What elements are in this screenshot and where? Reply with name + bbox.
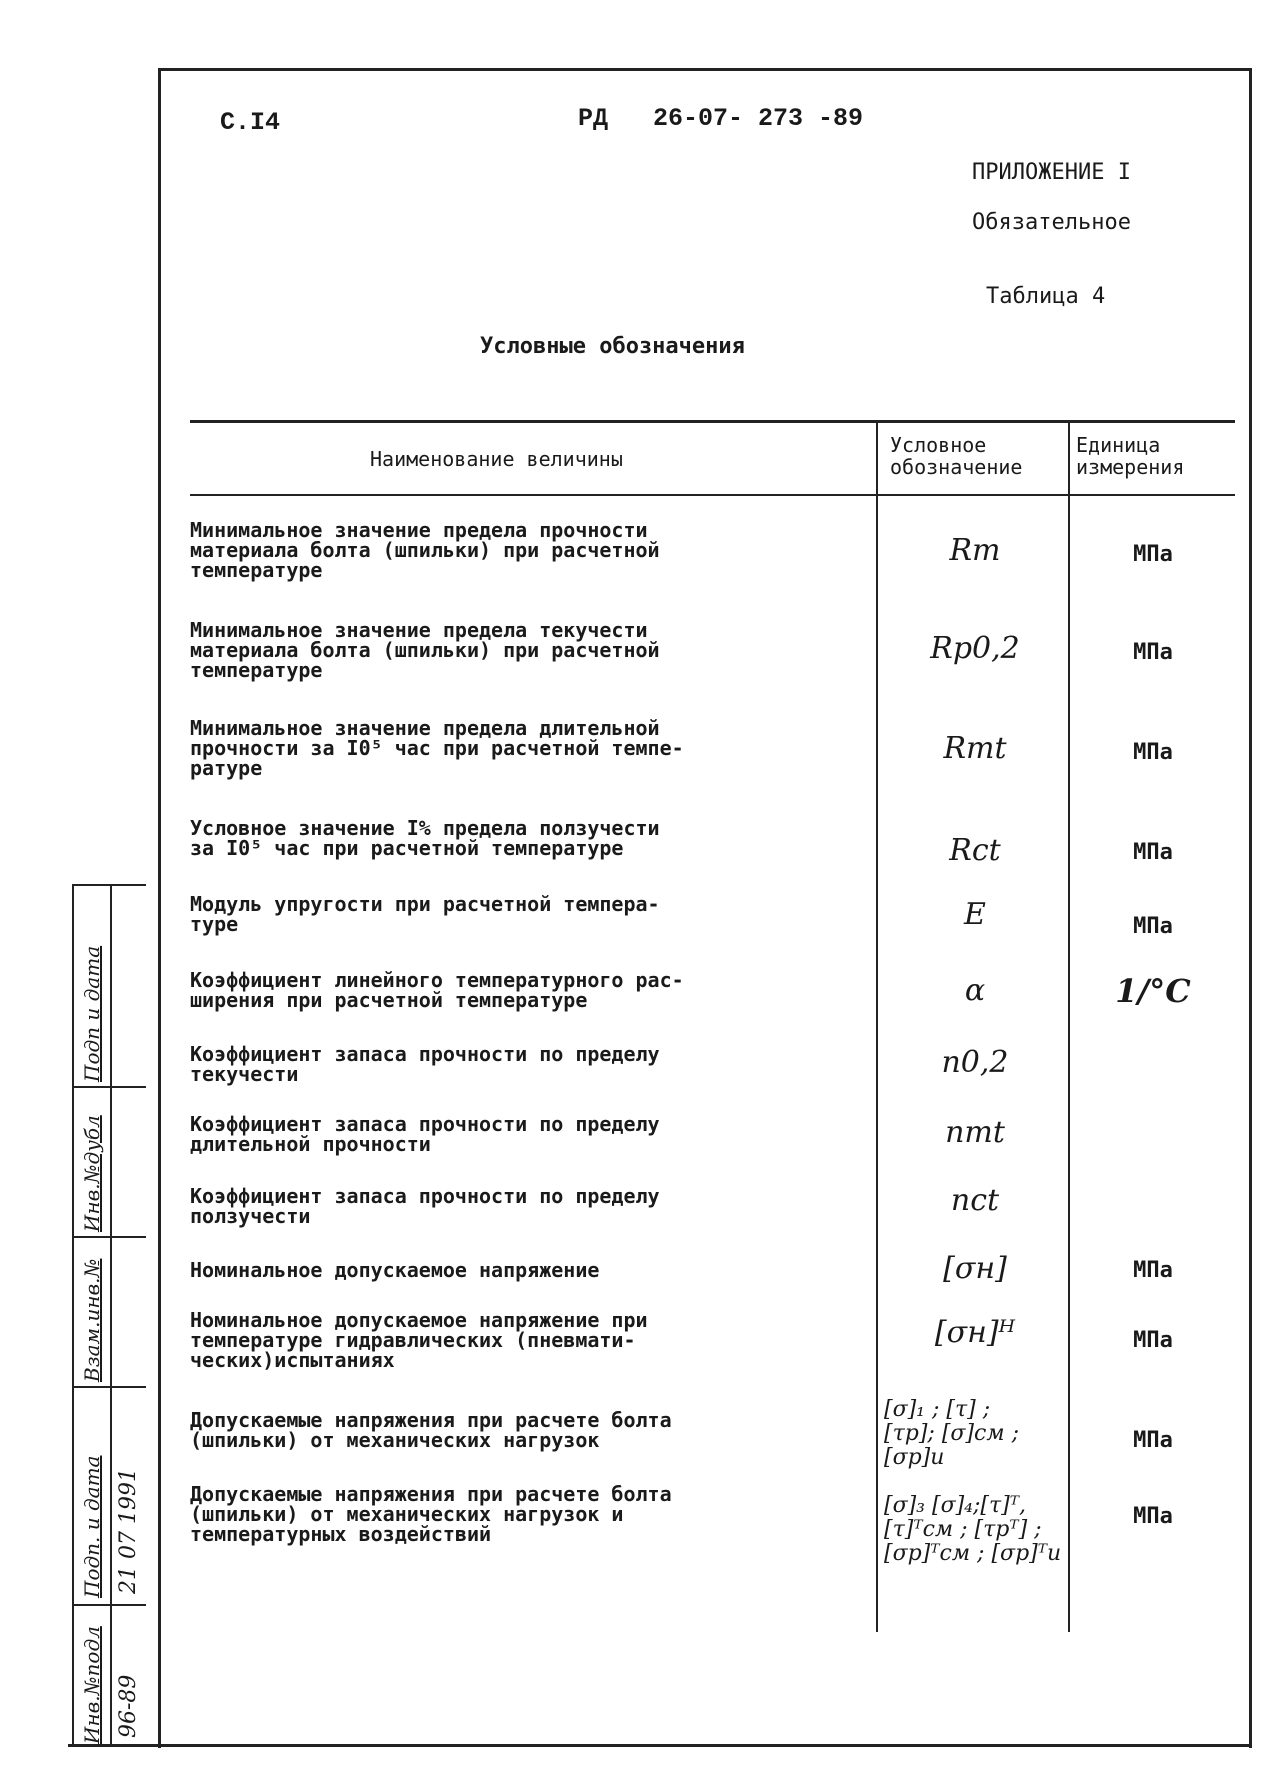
row-symbol-11: [σ]₁ ; [τ] ; [τp]; [σ]см ; [σp]и <box>884 1397 1019 1470</box>
row-name-5: Коэффициент линейного температурного рас- ширения при расчетной температуре <box>190 968 684 1012</box>
appendix-status: Обязательное <box>972 210 1131 235</box>
row-symbol-9: [σн] <box>943 1251 1007 1286</box>
row-symbol-5: α <box>964 973 986 1008</box>
header-symbol: Условное обозначение <box>890 433 1023 479</box>
row-name-4: Модуль упругости при расчетной темпера- туре <box>190 892 660 936</box>
page-number: С.I4 <box>220 108 281 137</box>
row-name-2: Минимальное значение предела длительной прочности за I0⁵ час при расчетной темпе- ратуре <box>190 716 684 780</box>
header-name: Наименование величины <box>370 447 623 471</box>
row-name-8: Коэффициент запаса прочности по пределу ползучести <box>190 1184 660 1228</box>
row-unit-3: МПа <box>1133 840 1173 865</box>
row-symbol-12: [σ]₃ [σ]₄;[τ]ᵀ, [τ]ᵀсм ; [τpᵀ] ; [σp]ᵀсм ; [σp]ᵀи <box>884 1493 1062 1566</box>
row-symbol-6: n0,2 <box>941 1045 1009 1080</box>
row-name-1: Минимальное значение предела текучести материала болта (шпильки) при расчетной температуре <box>190 618 660 682</box>
page-frame-bottom <box>68 1744 1252 1747</box>
row-name-12: Допускаемые напряжения при расчете болта (шпильки) от механических нагрузок и температурных воздействий <box>190 1482 672 1546</box>
appendix-label: ПРИЛОЖЕНИЕ I <box>972 160 1131 185</box>
registration-stamp <box>72 884 146 1746</box>
row-name-6: Коэффициент запаса прочности по пределу текучести <box>190 1042 660 1086</box>
table-column-divider-1 <box>876 420 878 1632</box>
row-unit-4: МПа <box>1133 914 1173 939</box>
row-unit-0: МПа <box>1133 542 1173 567</box>
row-symbol-8: nct <box>950 1183 1000 1218</box>
row-symbol-3: Rct <box>949 833 1001 868</box>
row-name-7: Коэффициент запаса прочности по пределу длительной прочности <box>190 1112 660 1156</box>
row-name-11: Допускаемые напряжения при расчете болта (шпильки) от механических нагрузок <box>190 1408 672 1452</box>
table-header-rule <box>190 494 1235 496</box>
stamp-signature-date: 21 07 1991 <box>116 1468 141 1594</box>
stamp-row-divider <box>74 1086 146 1088</box>
row-name-9: Номинальное допускаемое напряжение <box>190 1258 600 1282</box>
header-unit: Единица измерения <box>1076 433 1185 479</box>
row-unit-9: МПа <box>1133 1258 1173 1283</box>
row-unit-2: МПа <box>1133 740 1173 765</box>
row-unit-5: 1/°C <box>1115 972 1191 1010</box>
stamp-label-sign-date-2: Подп. и дата <box>80 1455 104 1598</box>
document-title: Условные обозначения <box>480 334 745 359</box>
document-code: РД 26-07- 273 -89 <box>578 104 864 133</box>
row-unit-1: МПа <box>1133 640 1173 665</box>
stamp-inventory-number: 96-89 <box>116 1674 141 1738</box>
row-symbol-4: E <box>964 897 986 932</box>
row-unit-12: МПа <box>1133 1504 1173 1529</box>
stamp-label-dup-inv: Инв.№дубл <box>80 1115 104 1232</box>
row-symbol-0: Rm <box>949 533 1001 568</box>
row-symbol-10: [σн]ᴴ <box>934 1315 1016 1350</box>
stamp-label-orig-inv: Инв.№подл <box>80 1626 104 1744</box>
row-symbol-7: nmt <box>945 1115 1005 1150</box>
row-unit-11: МПа <box>1133 1428 1173 1453</box>
stamp-label-sign-date-1: Подп и дата <box>80 945 104 1082</box>
stamp-column-divider <box>110 886 112 1744</box>
row-name-3: Условное значение I% предела ползучести за I0⁵ час при расчетной температуре <box>190 816 660 860</box>
row-unit-10: МПа <box>1133 1328 1173 1353</box>
stamp-row-divider <box>74 1236 146 1238</box>
row-name-10: Номинальное допускаемое напряжение при температуре гидравлических (пневмати- ческих)испытаниях <box>190 1308 648 1372</box>
row-symbol-2: Rmt <box>943 731 1007 766</box>
stamp-row-divider <box>74 1386 146 1388</box>
stamp-row-divider <box>74 1604 146 1606</box>
table-top-rule <box>190 420 1235 423</box>
row-symbol-1: Rp0,2 <box>930 631 1020 666</box>
row-name-0: Минимальное значение предела прочности материала болта (шпильки) при расчетной температуре <box>190 518 660 582</box>
stamp-label-repl-inv: Взам.инв.№ <box>80 1258 104 1382</box>
table-label: Таблица 4 <box>986 284 1106 309</box>
